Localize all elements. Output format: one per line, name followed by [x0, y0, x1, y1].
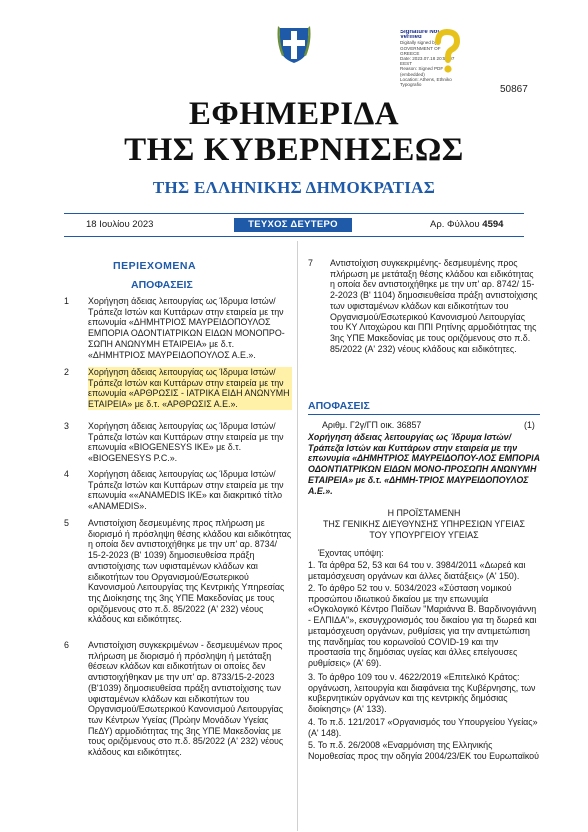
decisions-heading: ΑΠΟΦΑΣΕΙΣ: [131, 279, 193, 291]
signature-line: Reason: Signed PDF: [400, 66, 444, 72]
regard-point: 1. Τα άρθρα 52, 53 και 64 του ν. 3984/2011 «Δωρεά και μεταμόσχευση οργάνων και άλλες διατάξεις» (Α' 150).: [308, 560, 526, 581]
item-number: 5: [64, 518, 69, 528]
contents-item[interactable]: [64, 421, 296, 465]
item-text: Αντιστοίχιση συγκεκριμένης- δεσμευμένης προς πλήρωση με μετάταξη θέσης κλάδου και ειδικότητας η οποία δεν αντιστοιχήθηκε με την υπ' αρ. 8742/ 15-2-2023 (Β' 1104) δημοσιευθείσα πράξη αντιστοίχισης των υφισταμένων κλάδων και ειδικοτήτων του Οργανισμού/Εσωτερικού Κανονισμού Λειτουργίας του ΚΥ Λιτοχώρου και ΠΠΙ Ρητίνης αρμοδιότητας της 3ης ΥΠΕ Μακεδονίας με τους οριζόμενους στο π.δ. 85/2022 (Α' 232) νέους κλάδους και ειδικότητες.: [330, 258, 538, 354]
regard-point: 5. Το π.δ. 26/2008 «Εναρμόνιση της Ελληνικής Νομοθεσίας προς την οδηγία 2004/23/ΕΚ του Ευρωπαϊκού: [308, 740, 539, 761]
signature-line: GREECE: [400, 50, 420, 56]
item-number: 6: [64, 640, 69, 650]
signature-line: (embedded): [400, 71, 425, 77]
contents-item[interactable]: [64, 367, 296, 415]
item-text: Χορήγηση άδειας λειτουργίας ως Ίδρυμα Ιστών/ Τράπεζα Ιστών και Κυττάρων στην εταιρεία με την επωνυμία ««ANAMEDIS ΙΚΕ» και διακριτικό τίτλο «ANAMEDIS».: [88, 469, 284, 512]
contents-item[interactable]: [64, 640, 296, 770]
item-number: 2: [64, 367, 69, 377]
decision-number: (1): [524, 420, 535, 430]
signature-line: Location: Athens, Ethniko: [400, 76, 452, 82]
authority-line: Η ΠΡΟΪΣΤΑΜΕΝΗ: [387, 508, 461, 518]
issue-teuxos: ΤΕΥΧΟΣ ΔΕΥΤΕΡΟ: [234, 218, 352, 232]
issue-date: 18 Ιουλίου 2023: [86, 219, 154, 230]
signature-line: Date: 2023.07.18 20:55:07: [400, 56, 455, 62]
contents-item[interactable]: [64, 296, 296, 362]
decision-title: Χορήγηση άδειας λειτουργίας ως Ίδρυμα Ιστών/ Τράπεζα Ιστών και Κυττάρων στην εταιρεία με την επωνυμία «ΔΗΜΗΤΡΙΟΣ ΜΑΥΡΕΙΔΟΠΟΥ-ΛΟΣ ΕΜΠΟΡΙΑ ΟΔΟΝΤΙΑΤΡΙΚΩΝ ΕΙΔΩΝ ΜΟΝΟ-ΠΡΟΣΩΠΗ ΑΝΩΝΥΜΗ ΕΤΑΙΡΕΙΑ» με δ.τ. «ΔΗΜΗ-ΤΡΙΟΣ ΜΑΥΡΕΙΔΟΠΟΥΛΟΣ Α.Ε.».: [308, 432, 540, 496]
header-rule-top: [64, 213, 524, 214]
question-mark-icon: [432, 28, 462, 76]
item-text: Χορήγηση άδειας λειτουργίας ως Ίδρυμα Ιστών/ Τράπεζα Ιστών και Κυττάρων στην εταιρεία με την επωνυμία «BIOGENESYS ΙΚΕ» με δ.τ. «BIOGENESYS P.C.».: [88, 421, 284, 464]
signature-line: Verified: [400, 35, 422, 41]
contents-item[interactable]: [64, 469, 296, 513]
item-number: 4: [64, 469, 69, 479]
item-number: 7: [308, 258, 313, 268]
authority-line: ΤΟΥ ΥΠΟΥΡΓΕΙΟΥ ΥΓΕΙΑΣ: [369, 530, 479, 540]
item-number: 1: [64, 296, 69, 306]
regard-point: 3. Το άρθρο 109 του ν. 4622/2019 «Επιτελικό Κράτος: οργάνωση, λειτουργία και διαφάνεια της Κυβέρνησης, των κυβερνητικών οργάνων και της κεντρικής δημόσιας διοίκησης» (Α' 133).: [308, 672, 536, 715]
greek-coat-of-arms-icon: [276, 22, 312, 64]
column-divider: [297, 241, 298, 831]
decisions-section-rule: [308, 414, 540, 415]
masthead-subtitle: ΤΗΣ ΕΛΛΗΝΙΚΗΣ ΔΗΜΟΚΡΑΤΙΑΣ: [152, 178, 436, 197]
fyllo-number: 4594: [482, 219, 504, 230]
contents-heading: ΠΕΡΙΕΧΟΜΕΝΑ: [113, 260, 197, 272]
masthead-title-line2: ΤΗΣ ΚΥΒΕΡΝΗΣΕΩΣ: [124, 132, 464, 168]
item-text: Αντιστοίχιση συγκεκριμένων - δεσμευμένων προς πλήρωση με διορισμό ή πρόσληψη ή μετάταξη θέσεων κλάδων και ειδικοτήτων οι οποίες δεν αντιστοιχήθηκαν με την υπ' αρ. 8733/15-2-2023 (Β'1039) δημοσιευθείσα πράξη αντιστοίχισης των υφισταμένων κλάδων και ειδικοτήτων του Οργανισμού/Εσωτερικού Κανονισμού Λειτουργίας των Κέντρων Υγείας (Πρώην Μονάδων Υγείας ΠεΔΥ) αρμοδιότητας της 3ης ΥΠΕ Μακεδονίας με τους οριζόμενους στο π.δ. 85/2022 (Α' 232) νέους κλάδους και ειδικότητες.: [88, 640, 284, 758]
item-text-highlighted: Χορήγηση άδειας λειτουργίας ως Ίδρυμα Ιστών/ Τράπεζα Ιστών και Κυττάρων στην εταιρεία με την επωνυμία «ΑΡΘΡΩΣΙΣ - ΙΑΤΡΙΚΑ ΕΙΔΗ ΑΝΩΝΥΜΗ ΕΤΑΙΡΕΙΑ» με δ.τ. «ΑΡΘΡΩΣΙΣ Α.Ε.».: [88, 367, 292, 410]
item-text: Αντιστοίχιση δεσμευμένης προς πλήρωση με διορισμό ή πρόσληψη θέσης κλάδου και ειδικότητας η οποία δεν αντιστοιχήθηκε με την υπ' αρ. 8734/ 15-2-2023 (Β' 1039) δημοσιευθείσα πράξη αντιστοίχισης των υφισταμένων κλάδων και ειδικοτήτων του Οργανισμού/Εσωτερικού Κανονισμού Λειτουργίας της Κεντρικής Υπηρεσίας της Διοίκησης της 3ης ΥΠΕ Μακεδονίας με τους οριζόμενους στο π.δ. 85/2022 (Α' 232) νέους κλάδους και ειδικότητες.: [88, 518, 292, 625]
signature-line: Typografio: [400, 82, 422, 88]
regard-point: 2. Το άρθρο 52 του ν. 5034/2023 «Σύσταση νομικού προσώπου ιδιωτικού δικαίου με την επωνυμία «Ογκολογικό Κέντρο Παίδων "Μαριάννα Β. Βαρδινογιάννη - ΕΛΠΙΔΑ"», εκσυγχρονισμός του δικαίου για τη δωρεά και μεταμόσχευση οργάνων, ρυθμίσεις για την αντιμετώπιση της πανδημίας του κορωνοϊού COVID-19 και την προστασία της δημόσιας υγείας και άλλες επείγουσες ρυθμίσεις» (Α' 69).: [308, 583, 537, 668]
header-rule-bottom: [64, 236, 524, 237]
decisions-section-heading: ΑΠΟΦΑΣΕΙΣ: [308, 400, 370, 412]
item-number: 3: [64, 421, 69, 431]
regard-point: 4. Το π.δ. 121/2017 «Οργανισμός του Υπουργείου Υγείας» (Α' 148).: [308, 717, 538, 738]
contents-item[interactable]: [64, 518, 296, 632]
fyllo-label: Αρ. Φύλλου: [430, 219, 480, 230]
authority-line: ΤΗΣ ΓΕΝΙΚΗΣ ΔΙΕΥΘΥΝΣΗΣ ΥΠΗΡΕΣΙΩΝ ΥΓΕΙΑΣ: [322, 519, 526, 529]
page-number: 50867: [500, 84, 528, 95]
signature-line: GOVERNMENT OF: [400, 45, 441, 51]
decision-reference: Αριθμ. Γ2γ/ΓΠ οικ. 36857: [322, 420, 422, 430]
signature-line: Digitally signed by: [400, 40, 438, 46]
having-regard: Έχοντας υπόψη:: [318, 548, 384, 558]
contents-item[interactable]: [308, 258, 540, 370]
signature-line: Signature Not: [400, 30, 440, 35]
signature-line: EEST: [400, 61, 412, 67]
issue-sheet-number: [430, 219, 503, 230]
item-text: Χορήγηση άδειας λειτουργίας ως Ίδρυμα Ιστών/ Τράπεζα Ιστών και Κυττάρων στην εταιρεία με την επωνυμία «ΔΗΜΗΤΡΙΟΣ ΜΑΥΡΕΙΔΟΠΟΥΛΟΣ ΕΜΠΟΡΙΑ ΟΔΟΝΤΙΑΤΡΙΚΩΝ ΕΙΔΩΝ ΜΟΝΟΠΡΟ-ΣΩΠΗ ΑΝΩΝΥΜΗ ΕΤΑΙΡΕΙΑ» με δ.τ. «ΔΗΜΗΤΡΙΟΣ ΜΑΥΡΕΙΔΟΠΟΥΛΟΣ Α.Ε.».: [88, 296, 285, 360]
masthead-title-line1: ΕΦΗΜΕΡΙΔΑ: [188, 96, 400, 132]
